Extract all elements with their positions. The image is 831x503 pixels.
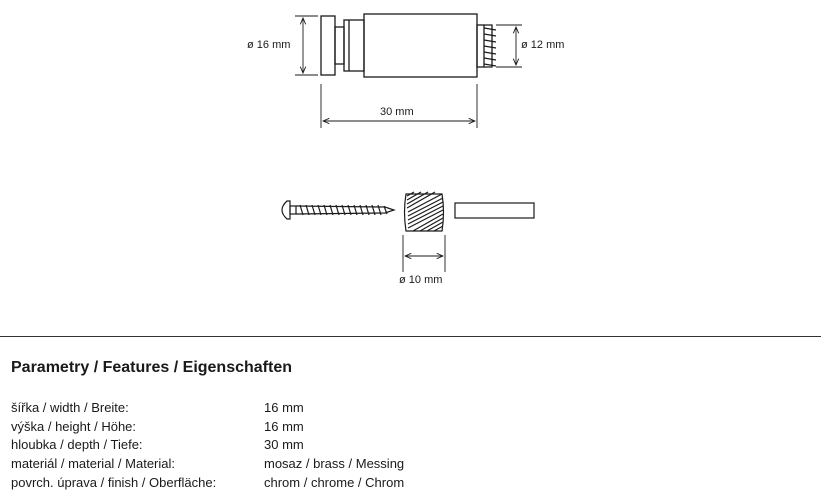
feature-row (11, 456, 404, 471)
hook-side-view (321, 14, 496, 77)
feature-value: chrom / chrome / Chrom (264, 475, 405, 490)
wall-plug-drawing (405, 192, 444, 231)
feature-value: 16 mm (264, 419, 304, 434)
feature-row (11, 419, 304, 434)
feature-value: 16 mm (264, 400, 304, 415)
feature-label: výška / height / Höhe: (11, 419, 137, 434)
rod-drawing (455, 203, 534, 218)
dimension-thread-diameter (496, 25, 522, 67)
feature-value: 30 mm (264, 437, 304, 452)
feature-label: šířka / width / Breite: (11, 400, 129, 415)
features-heading: Parametry / Features / Eigenschaften (11, 359, 292, 376)
dim-length-label: 30 mm (380, 106, 414, 118)
feature-row (11, 437, 304, 452)
feature-label: hloubka / depth / Tiefe: (11, 437, 143, 452)
dimension-dowel-diameter (403, 235, 445, 272)
dim-head-diameter-label: ø 16 mm (247, 39, 291, 51)
screw-drawing (282, 201, 394, 219)
dimension-head-diameter (295, 16, 318, 75)
section-divider (0, 336, 821, 337)
feature-label: materiál / material / Material: (11, 456, 175, 471)
feature-row (11, 400, 304, 415)
feature-value: mosaz / brass / Messing (264, 456, 405, 471)
dim-thread-diameter-label: ø 12 mm (521, 39, 565, 51)
dim-dowel-diameter-label: ø 10 mm (399, 274, 443, 286)
feature-row (11, 475, 404, 490)
feature-label: povrch. úprava / finish / Oberfläche: (11, 475, 217, 490)
